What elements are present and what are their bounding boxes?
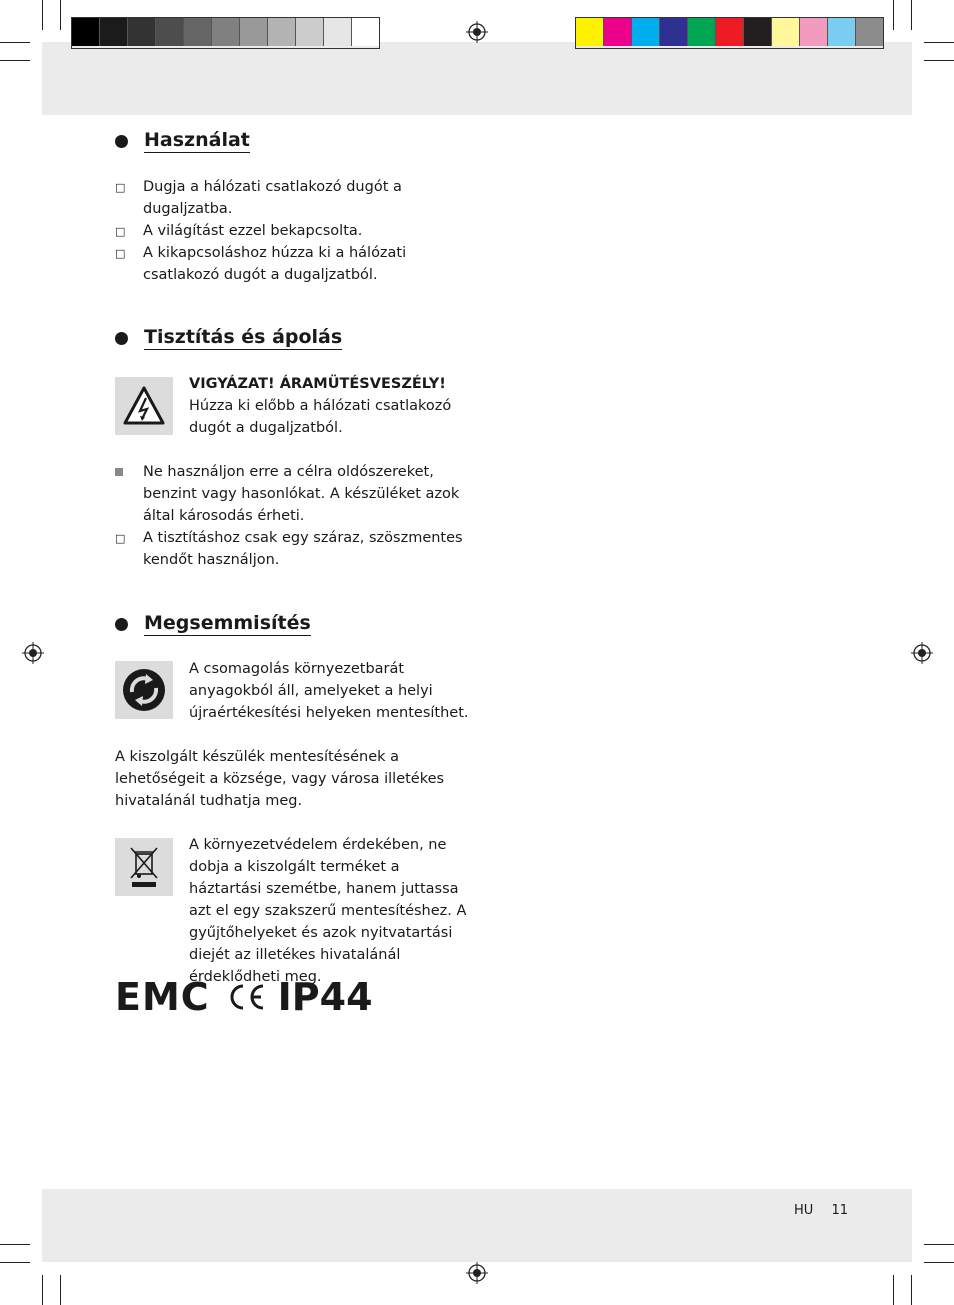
heading-bullet-icon <box>115 135 128 148</box>
certification-marks <box>115 975 373 1019</box>
list-item <box>115 461 475 527</box>
color-swatch <box>772 18 800 46</box>
section-title: Megsemmisítés <box>144 612 311 634</box>
checkbox-square-icon: □ <box>115 225 126 238</box>
section-heading-megsemmisites <box>115 612 311 636</box>
color-swatch <box>744 18 772 46</box>
grayscale-calibration-bar <box>71 17 380 49</box>
color-swatch <box>100 18 128 46</box>
emc-mark: EMC <box>115 975 210 1019</box>
crop-mark <box>924 42 954 43</box>
language-code: HU <box>794 1203 814 1218</box>
crop-mark <box>0 60 30 61</box>
list-item <box>115 220 475 243</box>
section-heading-hasznalat <box>115 129 250 153</box>
color-swatch <box>156 18 184 46</box>
section-title: Használat <box>144 129 250 151</box>
crop-mark <box>924 60 954 61</box>
color-swatch <box>212 18 240 46</box>
crop-mark <box>893 0 894 30</box>
list-item-text: A világítást ezzel bekapcsolta. <box>143 223 363 239</box>
crop-mark <box>893 1275 894 1305</box>
checkbox-square-icon: □ <box>115 181 126 194</box>
list-item-text: Ne használjon erre a célra oldószereket, benzint vagy hasonlókat. A készüléket azok által károsodás érheti. <box>143 464 460 524</box>
color-swatch <box>632 18 660 46</box>
crop-mark <box>0 1244 30 1245</box>
color-swatch <box>184 18 212 46</box>
crop-mark <box>924 1262 954 1263</box>
filled-square-bullet-icon <box>115 461 143 527</box>
weee-text: A környezetvédelem érdekében, ne dobja a kiszolgált terméket a háztartási szemétbe, hanem juttassa azt el egy szakszerű mentesítéshez. A gyűjtőhelyeket és azok nyitvatartási diejét az illetékes hivatalánál érdeklődheti meg. <box>189 837 467 985</box>
page-footer <box>794 1203 848 1218</box>
list-item-text: Dugja a hálózati csatlakozó dugót a dugaljzatba. <box>143 179 402 217</box>
crop-mark <box>0 1262 30 1263</box>
registration-mark-icon <box>466 1262 488 1284</box>
color-swatch <box>268 18 296 46</box>
heading-bullet-icon <box>115 618 128 631</box>
green-dot-recycling-icon <box>115 661 173 719</box>
section-heading-tisztitas <box>115 326 342 350</box>
color-calibration-bar <box>575 17 884 49</box>
color-swatch <box>828 18 856 46</box>
crop-mark <box>924 1244 954 1245</box>
list-item <box>115 527 475 571</box>
color-swatch <box>604 18 632 46</box>
list-item <box>115 176 475 220</box>
heading-bullet-icon <box>115 332 128 345</box>
warning-block <box>189 373 479 439</box>
color-swatch <box>324 18 352 46</box>
color-swatch <box>800 18 828 46</box>
color-swatch <box>128 18 156 46</box>
color-swatch <box>716 18 744 46</box>
list-item <box>115 242 475 286</box>
ce-mark-icon <box>226 982 266 1012</box>
checkbox-square-icon: □ <box>115 532 126 545</box>
color-swatch <box>576 18 604 46</box>
crop-mark <box>42 0 43 30</box>
color-swatch <box>240 18 268 46</box>
header-band <box>42 42 912 115</box>
registration-mark-icon <box>911 642 933 664</box>
disposal-text: A kiszolgált készülék mentesítésének a lehetőségeit a községe, vagy városa illetékes hivatalánál tudhatja meg. <box>115 749 445 809</box>
registration-mark-icon <box>466 21 488 43</box>
crop-mark <box>60 0 61 30</box>
list-item-text: A kikapcsoláshoz húzza ki a hálózati csatlakozó dugót a dugaljzatból. <box>143 245 407 283</box>
color-swatch <box>688 18 716 46</box>
color-swatch <box>352 18 379 46</box>
electric-shock-warning-icon <box>115 377 173 435</box>
footer-band <box>42 1189 912 1262</box>
color-swatch <box>296 18 324 46</box>
crop-mark <box>60 1275 61 1305</box>
color-swatch <box>660 18 688 46</box>
warning-text: Húzza ki előbb a hálózati csatlakozó dugót a dugaljzatból. <box>189 398 452 436</box>
ip44-mark: IP44 <box>277 975 373 1019</box>
crop-mark <box>42 1275 43 1305</box>
warning-title: VIGYÁZAT! ÁRAMÜTÉSVESZÉLY! <box>189 376 446 392</box>
section-title: Tisztítás és ápolás <box>144 326 343 348</box>
crop-mark <box>911 0 912 30</box>
checkbox-square-icon: □ <box>115 247 126 260</box>
list-item-text: A tisztításhoz csak egy száraz, szöszmentes kendőt használjon. <box>143 530 463 568</box>
crop-mark <box>0 42 30 43</box>
color-swatch <box>72 18 100 46</box>
packaging-text: A csomagolás környezetbarát anyagokból áll, amelyeket a helyi újraértékesítési helyeken mentesíthet. <box>189 661 469 721</box>
crossed-out-bin-icon <box>115 838 173 896</box>
registration-mark-icon <box>22 642 44 664</box>
page-number: 11 <box>831 1203 848 1218</box>
crop-mark <box>911 1275 912 1305</box>
color-swatch <box>856 18 883 46</box>
